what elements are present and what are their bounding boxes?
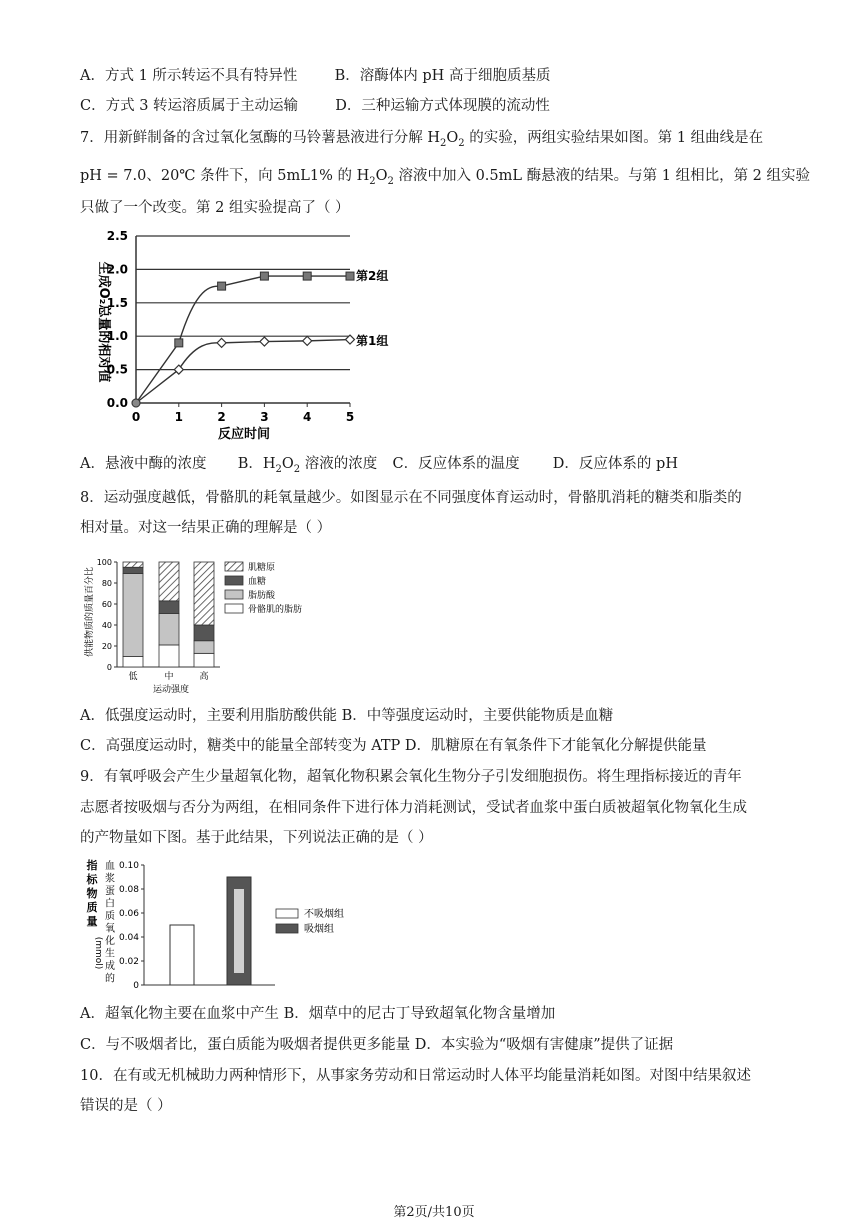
- q8-options-cd: C．高强度运动时，糖类中的能量全部转变为 ATP D．肌糖原在有氧条件下才能氧化分解提供能量: [80, 738, 707, 754]
- q8-bar-segment: [123, 562, 143, 567]
- q7-line-chart: [78, 224, 418, 446]
- q8-legend-swatch: [225, 590, 243, 599]
- q9-ylabel-right-char: 白: [105, 898, 115, 910]
- q9-ytick-label: 0: [133, 981, 139, 991]
- q7-origin-point: [132, 399, 140, 407]
- q7-stem-line2: pH = 7.0、20℃ 条件下，向 5mL1% 的 $H_2O_2$ 溶液中加入 0.5mL 酶悬液的结果。与第 1 组相比，第 2 组实验: [80, 168, 811, 187]
- q8-bar-segment: [123, 574, 143, 657]
- q8-category-label: 高: [199, 672, 209, 682]
- q7-stem-line1: 7．用新鲜制备的含过氧化氢酶的马铃薯悬液进行分解 $H_2O_2$ 的实验，两组实验结果如图。第 1 组曲线是在: [80, 130, 764, 149]
- q8-legend-label: 肌糖原: [248, 563, 276, 573]
- q9-ylabel-left-char: 物: [86, 887, 98, 900]
- q9-ytick-label: 0.10: [118, 861, 139, 871]
- q7-options: A．悬液中酶的浓度 B．$H_2O_2$ 溶液的浓度 C．反应体系的温度 D．反应体系的 pH: [80, 456, 678, 475]
- q10-stem-line1: 10．在有或无机械助力两种情形下，从事家务劳动和日常运动时人体平均能量消耗如图。对图中结果叙述: [80, 1068, 751, 1084]
- q9-ylabel-left-char: 标: [86, 873, 98, 886]
- q9-ytick-label: 0.04: [118, 933, 139, 943]
- q8-legend-label: 骨骼肌的脂肪: [248, 605, 303, 615]
- q7-point-group1: [260, 337, 269, 346]
- q9-ylabel-right-char: 血: [105, 861, 115, 872]
- q9-bar-highlight: [234, 889, 244, 973]
- q7-point-group2: [218, 282, 226, 290]
- q7-point-group2: [260, 272, 268, 280]
- q8-bar-segment: [194, 562, 214, 625]
- q8-ytick-label: 40: [101, 621, 112, 630]
- q9-chart-ylabel-left: [86, 858, 104, 969]
- q7-series-line: [136, 340, 350, 403]
- q7-stem-line3: 只做了一个改变。第 2 组实验提高了（ ）: [80, 200, 350, 216]
- q7-legend-group2: 第2组: [356, 269, 389, 283]
- q9-options-cd: C．与不吸烟者比，蛋白质能为吸烟者提供更多能量 D．本实验为“吸烟有害健康”提供了证据: [80, 1037, 674, 1053]
- q7-chart-xlabel: 反应时间: [217, 427, 271, 442]
- q9-ylabel-right-char: 氧: [105, 923, 115, 935]
- q7-chart-ylabel: 生成O₂总量的相对值: [96, 261, 111, 383]
- q9-ylabel-right-char: 的: [105, 973, 115, 985]
- q9-ytick-label: 0.06: [118, 909, 139, 919]
- q9-ylabel-right-char: 成: [105, 961, 115, 972]
- q9-ytick-label: 0.08: [118, 885, 139, 895]
- q9-legend-swatch: [276, 909, 298, 918]
- q8-ytick-label: 100: [96, 558, 112, 567]
- q8-ytick-label: 0: [106, 663, 112, 672]
- q8-bar-segment: [159, 613, 179, 645]
- q7-ytick-label: 1.5: [106, 295, 128, 310]
- q7-point-group2: [303, 272, 311, 280]
- q7-point-group2: [175, 339, 183, 347]
- q9-ylabel-right-char: 质: [105, 911, 115, 922]
- q8-stem-line2: 相对量。对这一结果正确的理解是（ ）: [80, 520, 332, 536]
- q8-chart-xlabel: 运动强度: [152, 685, 190, 695]
- q7-xtick-label: 1: [174, 410, 183, 424]
- q6-options-ab: A．方式 1 所示转运不具有特异性 B．溶酶体内 pH 高于细胞质基质: [80, 68, 551, 84]
- q9-ytick-label: 0.02: [118, 957, 139, 967]
- q8-legend-label: 脂肪酸: [248, 591, 276, 601]
- q7-ytick-label: 0.5: [106, 362, 128, 377]
- q8-bar-segment: [159, 601, 179, 614]
- q8-stem-line1: 8．运动强度越低，骨骼肌的耗氧量越少。如图显示在不同强度体育运动时，骨骼肌消耗的糖类和脂类的: [80, 490, 742, 506]
- q8-bar-segment: [194, 641, 214, 654]
- q8-options-ab: A．低强度运动时，主要利用脂肪酸供能 B．中等强度运动时，主要供能物质是血糖: [80, 708, 614, 724]
- q7-ytick-label: 0.0: [106, 396, 128, 410]
- q7-ytick-label: 2.5: [106, 229, 128, 243]
- q9-ylabel-right-char: 蛋: [105, 886, 115, 897]
- q10-stem-line2: 错误的是（ ）: [80, 1098, 172, 1114]
- q8-ytick-label: 60: [101, 600, 112, 609]
- q8-legend-swatch: [225, 562, 243, 571]
- q8-legend-swatch: [225, 576, 243, 585]
- q7-chart-gridlines: [136, 236, 350, 370]
- q8-category-label: 低: [128, 672, 138, 682]
- q7-ytick-label: 1.0: [106, 329, 128, 344]
- q8-bar-segment: [123, 567, 143, 573]
- q7-chart-xticks: [132, 403, 354, 424]
- q7-legend-group1: 第1组: [356, 334, 389, 348]
- q7-xtick-label: 0: [131, 410, 141, 424]
- q8-bar-segment: [159, 645, 179, 667]
- page-footer: 第2页/共10页: [393, 1205, 475, 1220]
- q7-xtick-label: 5: [345, 410, 355, 424]
- q8-legend-swatch: [225, 604, 243, 613]
- q9-ylabel-right-char: 浆: [105, 873, 115, 885]
- q9-stem-line2: 志愿者按吸烟与否分为两组，在相同条件下进行体力消耗测试，受试者血浆中蛋白质被超氧化物氧化生成: [80, 800, 747, 816]
- q9-bar-chart: [78, 855, 378, 1015]
- q8-stacked-bar-chart: [78, 550, 338, 700]
- q7-xtick-label: 4: [303, 410, 312, 424]
- q9-stem-line3: 的产物量如下图。基于此结果，下列说法正确的是（ ）: [80, 830, 433, 846]
- q8-ytick-label: 80: [101, 579, 112, 588]
- q8-bar-segment: [194, 653, 214, 667]
- q6-options-cd: C．方式 3 转运溶质属于主动运输 D．三种运输方式体现膜的流动性: [80, 98, 550, 114]
- q8-category-label: 中: [164, 672, 174, 682]
- q8-bar-segment: [194, 625, 214, 641]
- q9-legend-label: 吸烟组: [304, 924, 334, 935]
- q9-bar: [170, 925, 194, 985]
- q9-chart-ylabel-right: [105, 860, 115, 985]
- q9-legend-swatch: [276, 924, 298, 933]
- q7-ytick-label: 2.0: [106, 262, 128, 277]
- q9-legend-label: 不吸烟组: [304, 909, 344, 920]
- q8-legend-label: 血糖: [248, 577, 267, 587]
- q9-options-ab: A．超氧化物主要在血浆中产生 B．烟草中的尼古丁导致超氧化物含量增加: [80, 1006, 556, 1022]
- q9-ylabel-left-char: 指: [86, 859, 98, 872]
- q9-ylabel-right-char: 生: [105, 948, 115, 960]
- q9-ylabel-right-char: 化: [105, 936, 115, 947]
- q7-point-group1: [303, 336, 312, 345]
- q7-series-line: [136, 276, 350, 403]
- q9-ylabel-unit: (mmol): [93, 936, 103, 970]
- q8-ytick-label: 20: [101, 642, 112, 651]
- q7-xtick-label: 2: [217, 410, 226, 424]
- q7-point-group2: [346, 272, 354, 280]
- q9-ylabel-left-char: 量: [86, 915, 98, 928]
- q8-bar-segment: [123, 657, 143, 668]
- q8-chart-ylabel: 供能物质的质量百分比: [85, 566, 95, 658]
- q8-bar-segment: [159, 562, 179, 601]
- q7-xtick-label: 3: [260, 410, 269, 424]
- q9-ylabel-left-char: 质: [86, 901, 98, 914]
- q7-point-group1: [217, 338, 226, 347]
- q9-stem-line1: 9．有氧呼吸会产生少量超氧化物，超氧化物积累会氧化生物分子引发细胞损伤。将生理指标接近的青年: [80, 769, 742, 785]
